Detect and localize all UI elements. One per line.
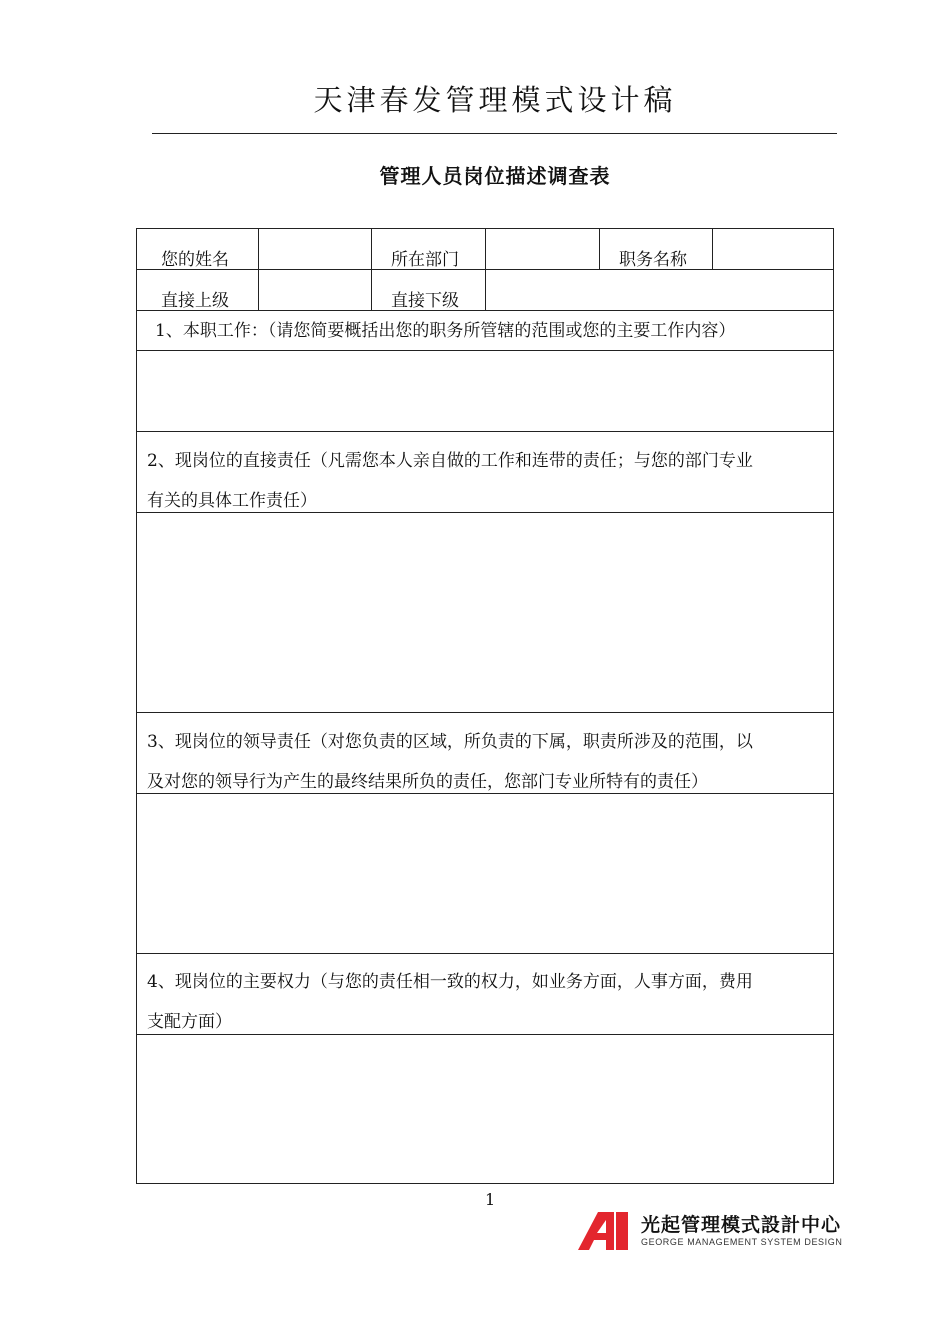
- page-number: 1: [485, 1190, 496, 1209]
- question-2-heading: [147, 441, 825, 521]
- logo-english-text: GEORGE MANAGEMENT SYSTEM DESIGN: [641, 1237, 843, 1247]
- form-title: 管理人员岗位描述调查表: [379, 164, 611, 188]
- name-field[interactable]: [259, 230, 370, 268]
- row-divider: [137, 953, 833, 954]
- position-field[interactable]: [713, 230, 833, 268]
- company-logo: [576, 1208, 843, 1254]
- question-4-line-2: 支配方面）: [147, 1012, 232, 1032]
- question-4-answer-area[interactable]: [138, 1035, 833, 1183]
- name-label: 您的姓名: [161, 250, 229, 270]
- row-divider: [137, 310, 833, 311]
- question-1-answer-area[interactable]: [138, 351, 833, 430]
- logo-chinese-text: 光起管理模式設計中心: [641, 1214, 842, 1236]
- question-3-answer-area[interactable]: [138, 794, 833, 952]
- subordinate-field[interactable]: [486, 271, 832, 309]
- row-divider: [137, 712, 833, 713]
- question-2-line-2: 有关的具体工作责任）: [147, 491, 317, 511]
- question-4-line-1: 4、现岗位的主要权力（与您的责任相一致的权力，如业务方面，人事方面，费用: [147, 972, 753, 992]
- department-field[interactable]: [486, 230, 598, 268]
- question-2-answer-area[interactable]: [138, 513, 833, 711]
- col-divider: [599, 229, 600, 269]
- superior-field[interactable]: [259, 271, 370, 309]
- question-4-heading: [147, 962, 825, 1042]
- question-2-line-1: 2、现岗位的直接责任（凡需您本人亲自做的工作和连带的责任；与您的部门专业: [147, 451, 753, 471]
- logo-a-mark-icon: [576, 1210, 636, 1252]
- department-label: 所在部门: [391, 250, 459, 270]
- logo-a-stroke: [616, 1212, 628, 1250]
- question-1-heading: 1、本职工作：（请您简要概括出您的职务所管辖的范围或您的主要工作内容）: [155, 321, 736, 341]
- header-rule: [152, 133, 837, 134]
- document-title: 天津春发管理模式设计稿: [313, 83, 677, 117]
- superior-label: 直接上级: [161, 291, 229, 311]
- question-3-line-2: 及对您的领导行为产生的最终结果所负的责任，您部门专业所特有的责任）: [147, 772, 708, 792]
- logo-a-shape: [578, 1212, 614, 1250]
- col-divider: [371, 229, 372, 310]
- question-3-heading: [147, 722, 825, 802]
- survey-form-table: [136, 228, 834, 1184]
- row-divider: [137, 431, 833, 432]
- position-label: 职务名称: [619, 250, 687, 270]
- subordinate-label: 直接下级: [391, 291, 459, 311]
- question-3-line-1: 3、现岗位的领导责任（对您负责的区域，所负责的下属，职责所涉及的范围，以: [147, 732, 753, 752]
